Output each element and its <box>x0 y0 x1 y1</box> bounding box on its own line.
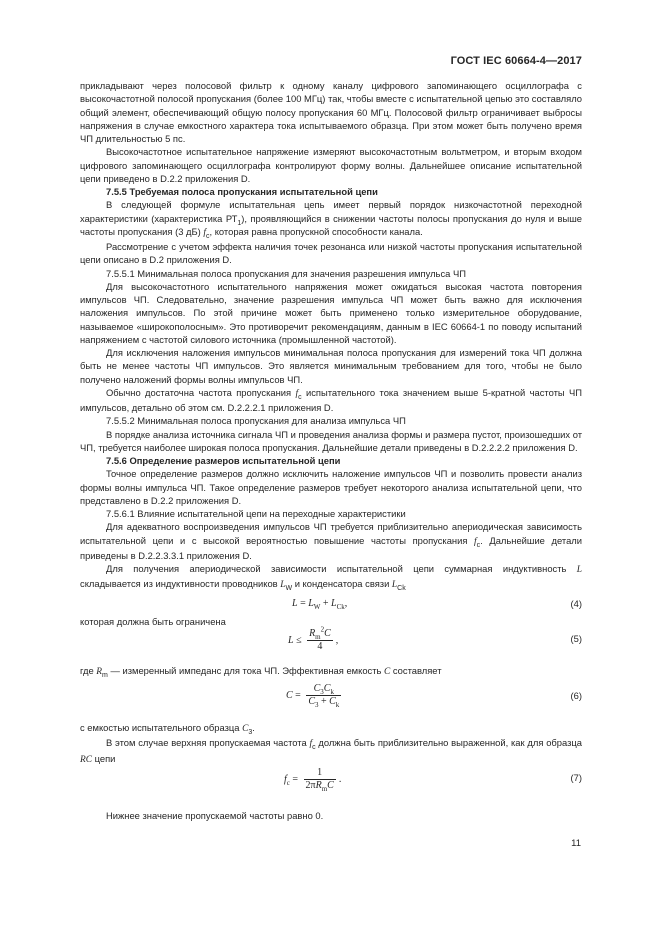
equation-7-number: (7) <box>570 771 582 783</box>
section-heading-7-5-5: 7.5.5 Требуемая полоса пропускания испытательной цепи <box>106 186 378 197</box>
paragraph: которая должна быть ограничена <box>80 615 226 627</box>
paragraph: где $R_m$ — измеренный импеданс для тока ЧП. Эффективная емкость C составляет <box>80 664 442 679</box>
page-body <box>80 79 582 822</box>
paragraph: Высокочастотное испытательное напряжение измеряют высокочастотным вольтметром, и вторым входом цифрового запоминающего осциллографа контролируют форму волны. Дальнейшее описание испытательной цепи приведено в D.2.2 приложения D. <box>80 146 582 184</box>
equation-5-number: (5) <box>570 632 582 644</box>
equation-7 <box>80 767 582 803</box>
subsection-heading-7-5-5-1: 7.5.5.1 Минимальная полоса пропускания для значения разрешения импульса ЧП <box>106 267 466 279</box>
paragraph: В порядке анализа источника сигнала ЧП и проведения анализа формы и размера пустот, произошедших от ЧП, требуется наиболее широкая полоса пропускания. Дальнейшие детали приведены в D.2.2.2.2 приложения D. <box>80 428 582 453</box>
page-number: 11 <box>571 838 581 849</box>
document-header: ГОСТ IEC 60664-4—2017 <box>450 55 582 67</box>
paragraph: Для получения апериодической зависимости испытательной цепи суммарная индуктивность L складывается из индуктивности проводников $L_W$ и конденсатора связи $L_{Ck}$ <box>80 563 582 593</box>
paragraph: Для адекватного воспроизведения импульсов ЧП требуется приблизительно апериодическая зависимость испытательной цепи и с высокой вероятностью повышение частоты пропускания $f_c$. Дальнейшие детали приведены в D.2.2.3.3.1 приложения D. <box>80 521 582 561</box>
paragraph: Нижнее значение пропускаемой частоты равно 0. <box>106 809 324 821</box>
equation-4-expression: $L = L_W + L_{Ck}$, <box>292 597 348 611</box>
paragraph: Рассмотрение с учетом эффекта наличия точек резонанса или низкой частоты пропускания испытательной цепи описано в D.2 приложения D. <box>80 241 582 266</box>
equation-6 <box>80 679 582 721</box>
equation-6-number: (6) <box>570 690 582 701</box>
subsection-heading-7-5-6-1: 7.5.6.1 Влияние испытательной цепи на переходные характеристики <box>106 508 406 519</box>
paragraph: Для исключения наложения импульсов минимальная полоса пропускания для измерений тока ЧП должна быть не менее частоты ЧП импульсов. Это является минимальным требованием для того, чтобы не было получено наложений формы волны импульсов ЧП. <box>80 347 582 385</box>
paragraph: с емкостью испытательного образца $C_3$. <box>80 722 255 736</box>
paragraph: В следующей формуле испытательная цепь имеет первый порядок низкочастотной переходной характеристики (характеристика $РТ_1$), проявляющийся в снижении частоты полосы пропускания до нуля и выше частоты пропускания (3 дБ) $f_c$, которая равна пропускной способности канала. <box>80 199 582 240</box>
paragraph: Точное определение размеров должно исключить наложение импульсов ЧП и позволить провести анализ формы волны импульса ЧП. Такое определение размеров требует некоторого анализа испытательной цепи, что представлено в D.2.2 приложения D. <box>80 468 582 506</box>
paragraph: прикладывают через полосовой фильтр к одному каналу цифрового запоминающего осциллографа с высокочастотной полосой пропускания (более 100 МГц) так, чтобы вместе с испытательной цепью это составляло общий элемент, обеспечивающий общую полосу пропускания 60 МГц. Полосовой фильтр ограничивает выбросы напряжения в случае емкостного характера тока испытываемого образца. При этом может быть получено время ЧП длительностью 5 пс. <box>80 80 582 144</box>
paragraph: Для высокочастотного испытательного напряжения может ожидаться высокая частота повторения импульсов ЧП. Следовательно, значение разрешения импульса ЧП может быть важно для исключения наложения импульсов. По этой причине может быть применено только измерительное оборудование, называемое «широкополосным». Это противоречит рекомендациям, данным в IEC 60664-1 по поводу испытаний напряжением с частотой силового источника (промышленной частотой). <box>80 280 582 345</box>
equation-7-expression: $f_c$ = $\frac{1}{2\pi R_mC}$ . <box>284 766 342 793</box>
equation-5-expression: L ≤ $\frac{R_m^2C}{4}$ , <box>288 625 339 652</box>
subsection-heading-7-5-5-2: 7.5.5.2 Минимальная полоса пропускания для анализа импульса ЧП <box>106 415 406 427</box>
paragraph: Обычно достаточна частота пропускания $f_c$ испытательного тока значением выше 5-кратной частоты ЧП импульсов, детально об этом см. D.2.2.2.1 приложения D. <box>80 386 583 413</box>
equation-4-number: (4) <box>570 597 582 609</box>
equation-6-expression: C = $\frac{C_3C_k}{C_3 + C_k}$ <box>286 683 340 709</box>
section-heading-7-5-6: 7.5.6 Определение размеров испытательной цепи <box>106 455 341 466</box>
equation-5 <box>80 625 582 664</box>
equation-4 <box>80 593 582 615</box>
paragraph: В этом случае верхняя пропускаемая частота $f_c$ должна быть приблизительно выраженной, как для образца RC цепи <box>80 737 582 765</box>
